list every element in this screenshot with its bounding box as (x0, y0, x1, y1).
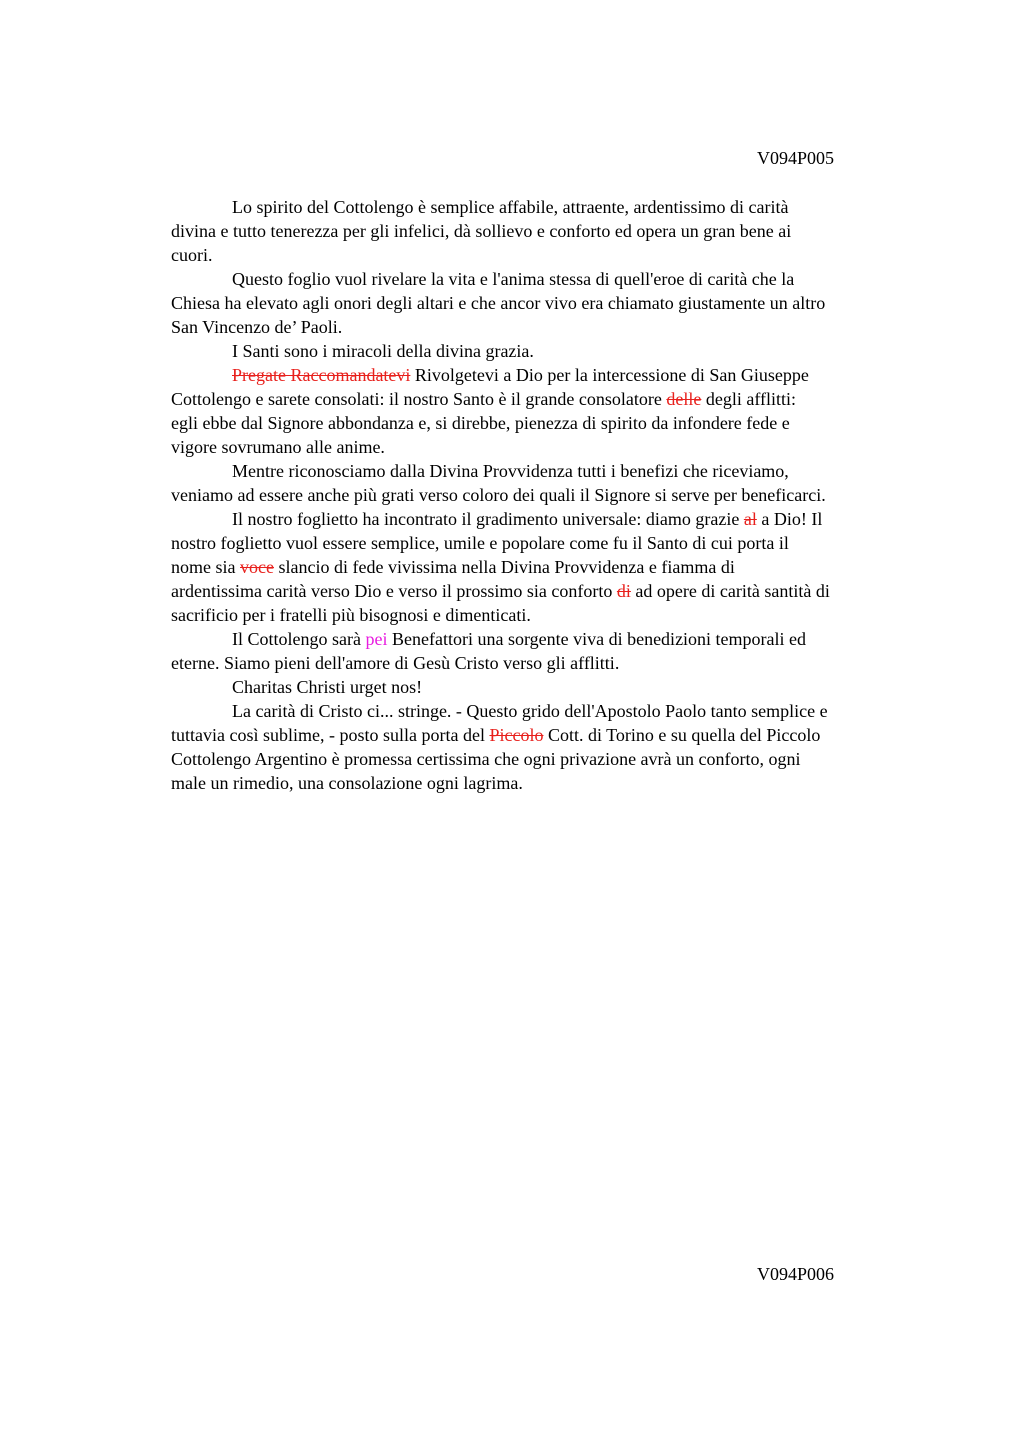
text-run: nome sia (171, 557, 240, 577)
page-code-top: V094P005 (757, 148, 835, 168)
text-run: cuori. (171, 245, 213, 265)
deleted-text: delle (666, 389, 702, 409)
text-run: veniamo ad essere anche più grati verso coloro dei quali il Signore si serve per beneficarci. (171, 485, 826, 505)
text-run: Il Cottolengo sarà (232, 629, 366, 649)
document-body (171, 195, 933, 795)
text-run: Cott. di Torino e su quella del Piccolo (543, 725, 821, 745)
text-run: degli afflitti: (701, 389, 797, 409)
text-run: Cottolengo e sarete consolati: il nostro Santo è il grande consolatore (171, 389, 667, 409)
text-run: tuttavia così sublime, - posto sulla porta del (171, 725, 490, 745)
text-run: a Dio! Il (756, 509, 823, 529)
deleted-text: al (743, 509, 757, 529)
page-code-bottom: V094P006 (757, 1264, 835, 1284)
deleted-text: voce (240, 557, 274, 577)
text-run: slancio di fede vivissima nella Divina Provvidenza e fiamma di (273, 557, 735, 577)
paragraph (171, 195, 933, 267)
paragraph (171, 699, 933, 795)
text-run: eterne. Siamo pieni dell'amore di Gesù Cristo verso gli afflitti. (171, 653, 620, 673)
paragraph (171, 675, 933, 699)
text-run: Lo spirito del Cottolengo è semplice affabile, attraente, ardentissimo di carità (232, 197, 789, 217)
text-run: Charitas Christi urget nos! (232, 677, 423, 697)
text-run: sacrificio per i fratelli più bisognosi e dimenticati. (171, 605, 531, 625)
deleted-text: Piccolo (489, 725, 544, 745)
text-run: Benefattori una sorgente viva di benedizioni temporali ed (387, 629, 807, 649)
text-run: vigore sovrumano alle anime. (171, 437, 385, 457)
deleted-text: Pregate Raccomandatevi (232, 365, 411, 385)
text-run: Il nostro foglietto ha incontrato il gradimento universale: diamo grazie (232, 509, 744, 529)
text-run: Questo foglio vuol rivelare la vita e l'anima stessa di quell'eroe di carità che la (232, 269, 795, 289)
paragraph (171, 627, 933, 675)
text-run: divina e tutto tenerezza per gli infelici, dà sollievo e conforto ed opera un gran bene ai (171, 221, 792, 241)
text-run: Cottolengo Argentino è promessa certissima che ogni privazione avrà un conforto, ogni (171, 749, 801, 769)
inserted-text: pei (365, 629, 388, 649)
text-run: egli ebbe dal Signore abbondanza e, si direbbe, pienezza di spirito da infondere fede e (171, 413, 790, 433)
text-run: ardentissima carità verso Dio e verso il prossimo sia conforto (171, 581, 617, 601)
text-run: Rivolgetevi a Dio per la intercessione di San Giuseppe (410, 365, 809, 385)
paragraph (171, 507, 933, 627)
text-run: ad opere di carità santità di (630, 581, 830, 601)
text-run: Mentre riconosciamo dalla Divina Provvidenza tutti i benefizi che riceviamo, (232, 461, 789, 481)
paragraph (171, 339, 933, 363)
paragraph (171, 459, 933, 507)
text-run: I Santi sono i miracoli della divina grazia. (232, 341, 534, 361)
paragraph (171, 267, 933, 339)
text-run: male un rimedio, una consolazione ogni lagrima. (171, 773, 523, 793)
paragraph (171, 363, 933, 459)
deleted-text: di (616, 581, 631, 601)
text-run: San Vincenzo de’ Paoli. (171, 317, 343, 337)
text-run: La carità di Cristo ci... stringe. - Questo grido dell'Apostolo Paolo tanto semplice e (232, 701, 828, 721)
text-run: nostro foglietto vuol essere semplice, umile e popolare come fu il Santo di cui porta il (171, 533, 789, 553)
text-run: Chiesa ha elevato agli onori degli altari e che ancor vivo era chiamato giustamente un altro (171, 293, 826, 313)
